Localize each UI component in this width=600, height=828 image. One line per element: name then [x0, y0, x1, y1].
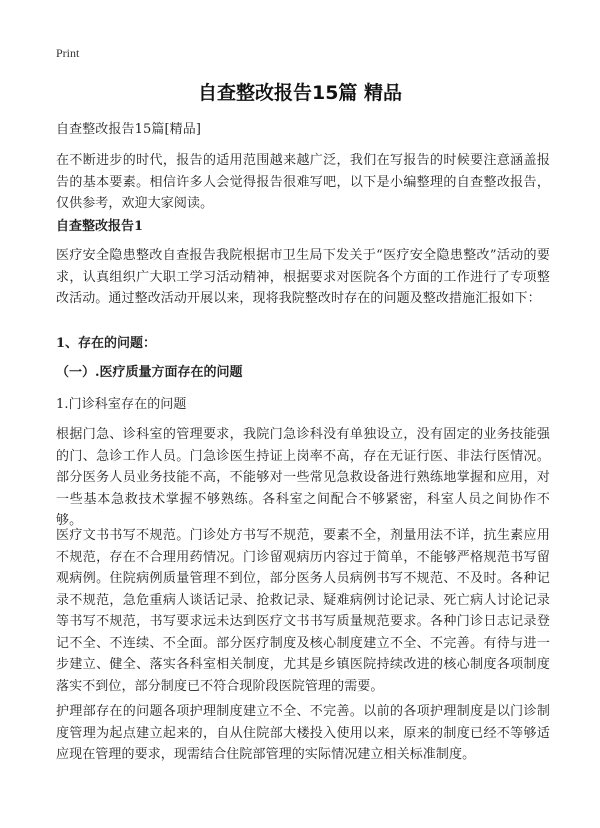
problems-heading: 1、存在的问题：	[56, 336, 157, 351]
documents-paragraph: 医疗文书书写不规范。门诊处方书写不规范，要素不全，剂量用法不详，抗生素应用不规范，存在不合理用药情况。门诊留观病历内容过于简单，不能够严格规范书写留观病例。住院病例质量管理不到位，部分医务人员病例书写不规范、不及时。各种记录不规范，急危重病人谈话记录、抢救记录、疑难病例讨论记录、死亡病人讨论记录等书写不规范，书写要求远未达到医疗文书书写质量规范要求。各种门诊日志记录登记不全、不连续、不全面。部分医疗制度及核心制度建立不全、不完善。有待与进一步建立、健全、落实各科室相关制度，尤其是乡镇医院持续改进的核心制度各项制度落实不到位，部分制度已不符合现阶段医院管理的需要。	[56, 528, 550, 694]
quality-heading: （一）.医疗质量方面存在的问题	[56, 365, 243, 380]
section1-paragraph: 医疗安全隐患整改自查报告我院根据市卫生局下发关于“医疗安全隐患整改”活动的要求，认真组织广大职工学习活动精神，根据要求对医院各个方面的工作进行了专项整改活动。通过整改活动开展以来，现将我院整改时存在的问题及整改措施汇报如下：	[56, 248, 550, 306]
outpatient-heading: 1.门诊科室存在的问题	[56, 397, 187, 412]
intro-paragraph: 在不断进步的时代，报告的适用范围越来越广泛，我们在写报告的时候要注意涵盖报告的基本要素。相信许多人会觉得报告很难写吧，以下是小编整理的自查整改报告，仅供参考，欢迎大家阅读。	[56, 153, 550, 211]
print-label: Print	[56, 46, 80, 60]
document-subtitle: 自查整改报告15篇[精品]	[56, 122, 201, 137]
page-title: 自查整改报告15篇 精品	[197, 82, 403, 104]
outpatient-paragraph: 根据门急、诊科室的管理要求，我院门急诊科没有单独设立，没有固定的业务技能强的门、急诊工作人员。门急诊医生持证上岗率不高，存在无证行医、非法行医情况。部分医务人员业务技能不高，不能够对一些常见急救设备进行熟练地掌握和应用，对一些基本急救技术掌握不够熟练。各科室之间配合不够紧密，科室人员之间协作不够。	[56, 427, 550, 528]
nursing-paragraph: 护理部存在的问题各项护理制度建立不全、不完善。以前的各项护理制度是以门诊制度管理为起点建立起来的，自从住院部大楼投入使用以来，原来的制度已经不等够适应现在管理的要求，现需结合住院部管理的实际情况建立相关标准制度。	[56, 704, 550, 762]
section1-heading: 自查整改报告1	[56, 219, 144, 234]
